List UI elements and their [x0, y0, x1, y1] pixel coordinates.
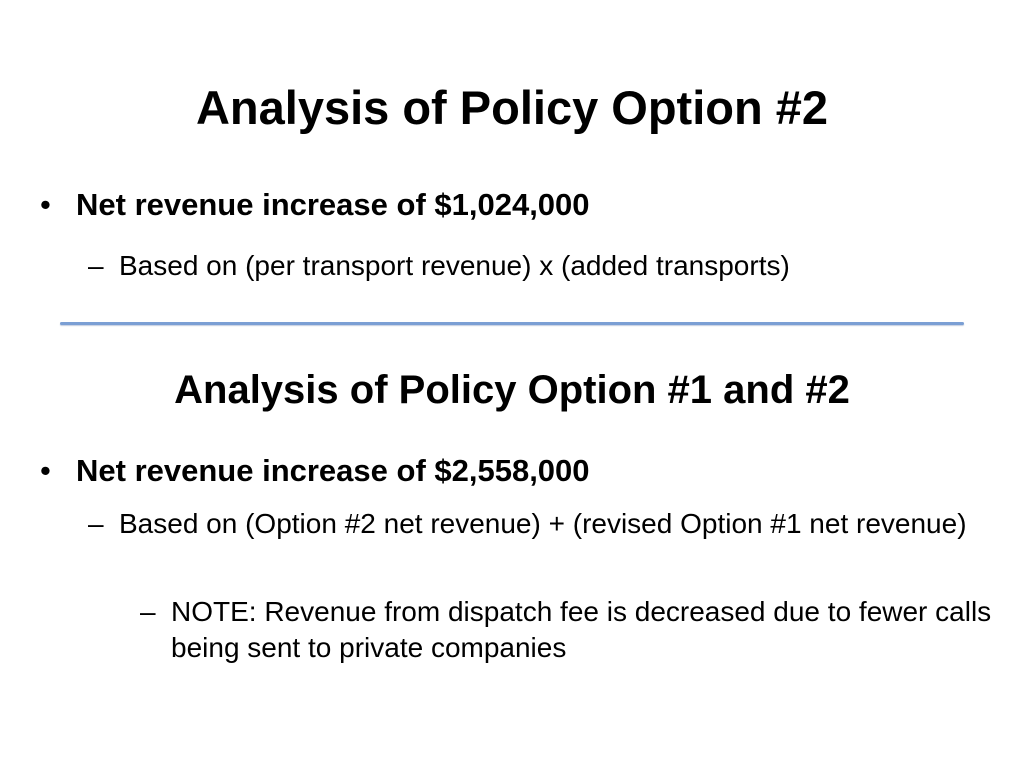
- slide-title-option-2: Analysis of Policy Option #2: [195, 81, 829, 134]
- bullet-marker: •: [40, 187, 51, 222]
- note-text: NOTE: Revenue from dispatch fee is decreased due to fewer calls being sent to private companies: [171, 596, 992, 663]
- bullet-net-revenue-option-1-and-2: [40, 452, 1000, 490]
- dash-marker: –: [88, 250, 104, 281]
- bullet-text: Net revenue increase of $2,558,000: [76, 453, 590, 488]
- section-divider: [60, 322, 964, 325]
- sub-sub-bullet-note: [140, 594, 1010, 666]
- sub-bullet-text: Based on (per transport revenue) x (added transports): [119, 250, 790, 281]
- dash-marker: –: [140, 596, 156, 627]
- bullet-net-revenue-option-2: [40, 186, 1000, 224]
- bullet-marker: •: [40, 453, 51, 488]
- dash-marker: –: [88, 508, 104, 539]
- bullet-text: Net revenue increase of $1,024,000: [76, 187, 590, 222]
- slide-title-option-1-and-2: Analysis of Policy Option #1 and #2: [174, 368, 850, 412]
- sub-bullet-text: Based on (Option #2 net revenue) + (revised Option #1 net revenue): [119, 508, 967, 539]
- sub-bullet-basis-option-1-and-2: [88, 506, 1008, 578]
- sub-bullet-basis-option-2: [88, 248, 1008, 284]
